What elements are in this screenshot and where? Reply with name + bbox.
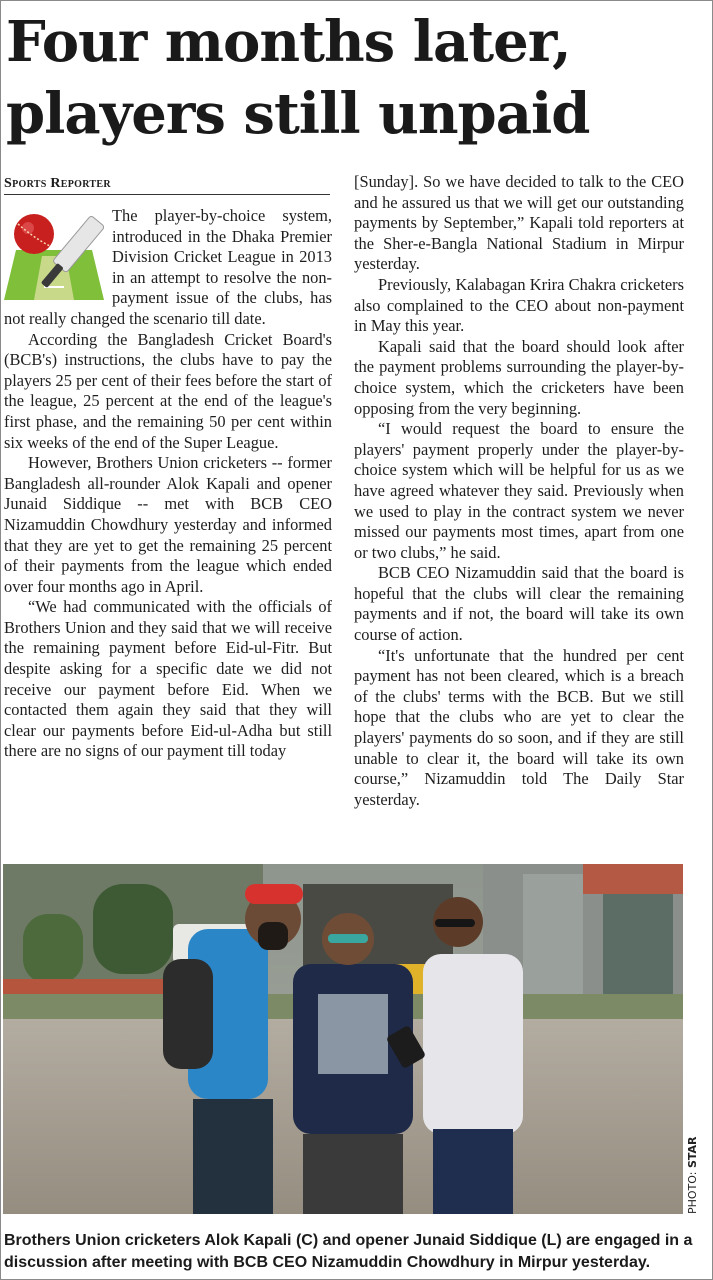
photo-caption: Brothers Union cricketers Alok Kapali (C) and opener Junaid Siddique (L) are engaged in a discussion after meeting with BCB CEO Nizamuddin Chowdhury in Mirpur yesterday.	[4, 1232, 693, 1271]
paragraph-4-continued: [Sunday]. So we have decided to talk to the CEO and he assured us that we will get our outstanding payments by September,” Kapali told reporters at the Sher-e-Bangla National Stadium in Mirpur yesterday.	[354, 172, 684, 274]
news-photo	[3, 864, 683, 1214]
cricket-ball-bat-icon	[4, 208, 104, 300]
paragraph-8: BCB CEO Nizamuddin said that the board is hopeful that the clubs will clear the remaining payments and if not, the board will take its own course of action.	[354, 563, 684, 645]
headline-line-1: Four months later,	[6, 9, 571, 75]
paragraph-5: Previously, Kalabagan Krira Chakra cricketers also complained to the CEO about non-payment in May this year.	[354, 274, 684, 336]
photo-scene	[3, 864, 683, 1214]
paragraph-9: “It's unfortunate that the hundred per cent payment has not been cleared, which is a breach of the clubs' terms with the BCB. But we still hope that the clubs who are yet to clear the players' payments do so soon, and if they are still unable to clear it, the board will take its own course,” Nizamuddin told The Daily Star yesterday.	[354, 645, 684, 809]
paragraph-7: “I would request the board to ensure the players' payment properly under the player-by-choice system which will be helpful for us as we have agreed whatever they said. Previously when we used to play in the contract system we never missed our payments most times, apart from one or two clubs,” he said.	[354, 419, 684, 562]
photo-credit-source: STAR	[686, 1136, 699, 1169]
photo-credit-label: PHOTO:	[686, 1171, 699, 1214]
paragraph-1: The player-by-choice system, introduced in the Dhaka Premier Division Cricket League in 2013 in an attempt to resolve the non-payment issue of the clubs, has not really changed the scenario till date.	[4, 206, 332, 328]
photo-credit	[686, 1136, 699, 1214]
headline-line-2: players still unpaid	[6, 81, 590, 147]
paragraph-3: However, Brothers Union cricketers -- former Bangladesh all-rounder Alok Kapali and opener Junaid Siddique -- met with BCB CEO Nizamuddin Chowdhury yesterday and informed that they are yet to get the remaining 25 percent of their payments from the league which ended over four months ago in April.	[4, 453, 332, 596]
column-right	[354, 172, 684, 810]
byline: Sports Reporter	[4, 176, 330, 195]
paragraph-2: According the Bangladesh Cricket Board's (BCB's) instructions, the clubs have to pay the players 25 per cent of their fees before the start of the league, 25 percent at the end of the league's first phase, and the remaining 50 per cent within six weeks of the end of the Super League.	[4, 329, 332, 452]
paragraph-6: Kapali said that the board should look after the payment problems surrounding the player-by-choice system, which the cricketers have been opposing from the very beginning.	[354, 336, 684, 418]
column-left	[4, 206, 332, 762]
paragraph-4: “We had communicated with the officials of Brothers Union and they said that we will receive the remaining payment before Eid-ul-Fitr. But despite asking for a specific date we did not receive our payment before Eid. When we contacted them again they said that they will clear our payments before Eid-ul-Adha but still there are no signs of our payment till today	[4, 597, 332, 761]
headline	[6, 6, 706, 150]
